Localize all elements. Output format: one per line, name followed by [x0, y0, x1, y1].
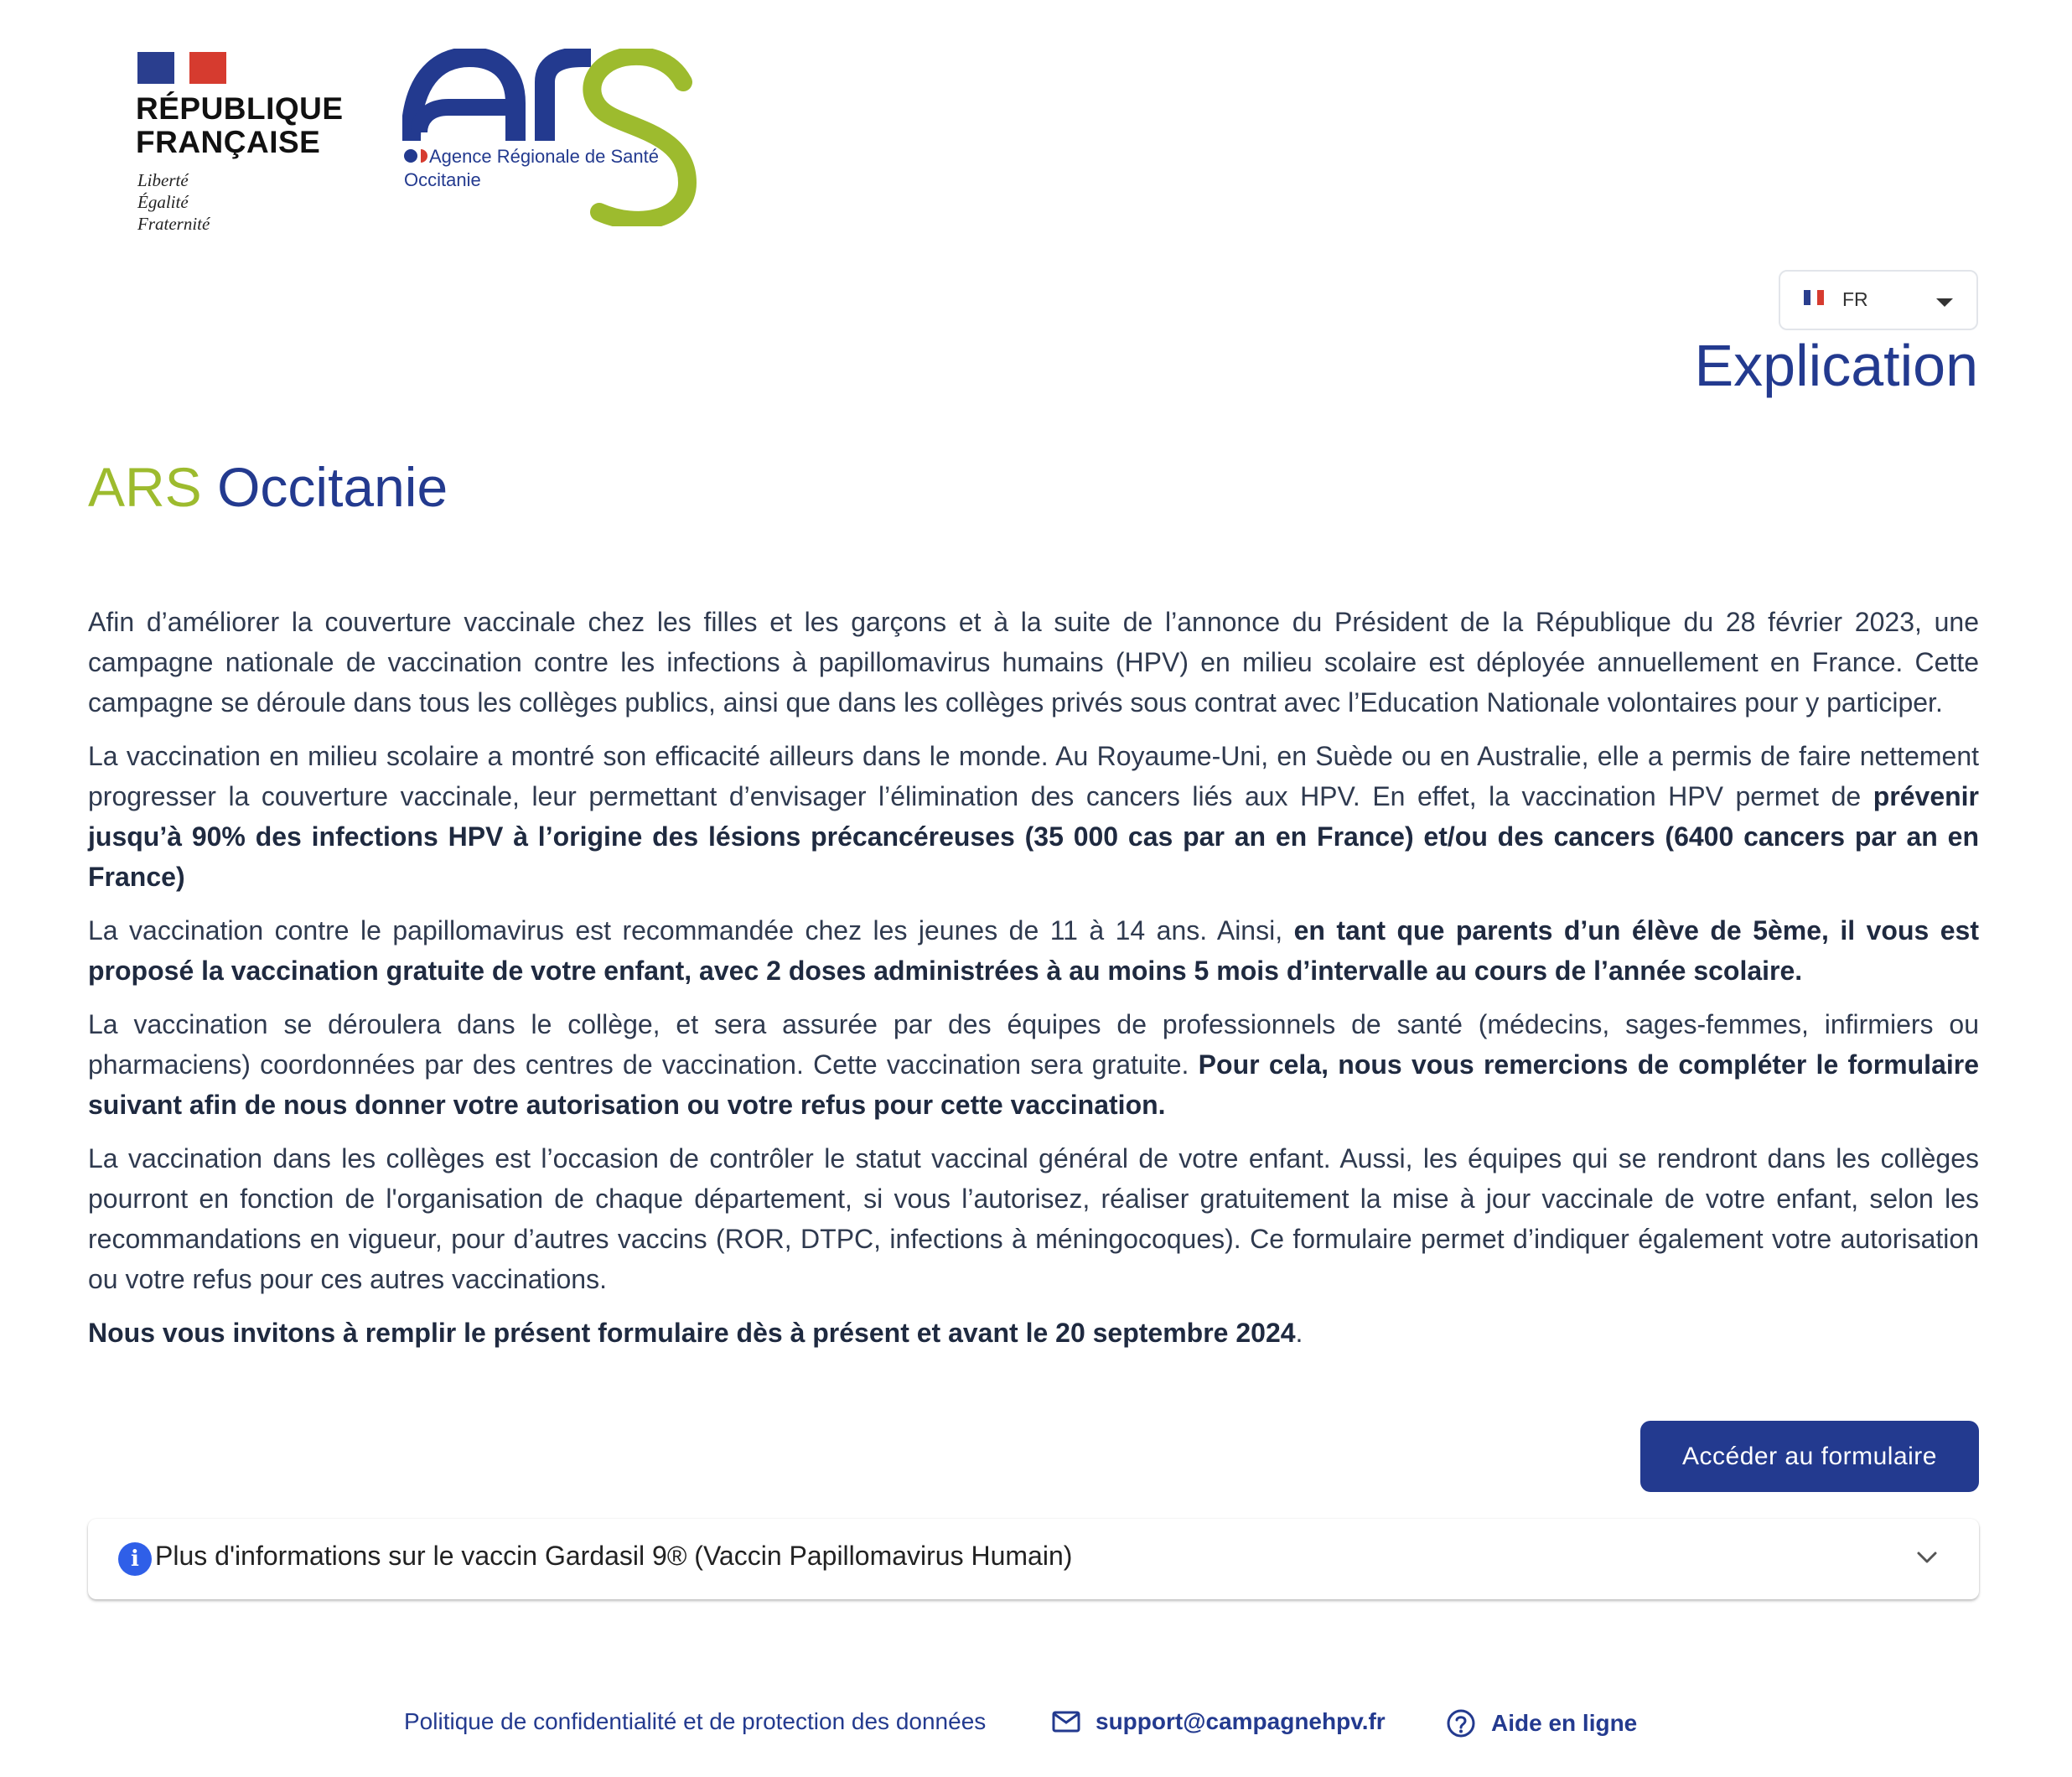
paragraph-efficacy [88, 736, 1979, 897]
republique-title-line2: FRANÇAISE [136, 125, 321, 159]
paragraph-campaign-text: Afin d’améliorer la couverture vaccinale chez les filles et les garçons et à la suite de l’annonce du Président de la République du 28 février 2023, une campagne nationale de vaccination contre les infections à papillomavirus humains (HPV) en milieu scolaire est déployée annuellement en France. Cette campagne se déroule dans tous les collèges publics, ainsi que dans les collèges privés sous contrat avec l’Education Nationale volontaires pour y participer. [88, 607, 1979, 718]
republique-francaise-logo [134, 49, 352, 241]
paragraph-organisation-emphasis: Pour cela, nous vous remercions de compléter le formulaire suivant afin de nous donner votre autorisation ou votre refus pour cette vaccination. [88, 1049, 1980, 1120]
paragraph-recommendation-emphasis: en tant que parents d’un élève de 5ème, il vous est proposé la vaccination gratuite de votre enfant, avec 2 doses administrées à au moins 5 mois d’intervalle au cours de l’année scolaire. [88, 915, 1980, 986]
paragraph-other-vaccines [88, 1138, 1979, 1299]
accordion-label: Plus d'informations sur le vaccin Gardasil 9® (Vaccin Papillomavirus Humain) [155, 1541, 1073, 1571]
ars-occitanie-logo [402, 49, 704, 226]
header-logos [134, 49, 721, 241]
caret-down-icon [1936, 298, 1953, 307]
paragraph-recommendation [88, 910, 1979, 991]
paragraph-organisation-text: La vaccination se déroulera dans le collège, et sera assurée par des équipes de professionnels de santé (médecins, sages-femmes, infirmiers ou pharmaciens) coordonnées par des centres de vaccination. Cette vaccination sera gratuite. [88, 1009, 1979, 1080]
support-email-link[interactable] [1052, 1708, 1386, 1735]
republique-title [136, 92, 344, 159]
motto-egalite: Égalité [137, 192, 189, 212]
organisation-title-ars: ARS [88, 456, 202, 518]
footer [0, 1702, 2072, 1743]
mail-icon [1052, 1710, 1080, 1733]
vaccine-info-accordion[interactable] [88, 1519, 1979, 1599]
chevron-down-icon [1914, 1544, 1940, 1571]
organisation-title [88, 451, 448, 523]
motto-fraternite: Fraternité [137, 214, 210, 234]
paragraph-efficacy-emphasis: prévenir jusqu’à 90% des infections HPV à l’origine des lésions précancéreuses (35 000 cas par an en France) et/ou des cancers (6400 cancers par an en France) [88, 781, 1979, 892]
help-icon [1446, 1708, 1476, 1738]
paragraph-deadline [88, 1313, 1979, 1353]
online-help-link[interactable] [1446, 1708, 1637, 1738]
explanation-content [88, 602, 1979, 1366]
paragraph-deadline-period: . [1295, 1318, 1303, 1348]
paragraph-deadline-emphasis: Nous vous invitons à remplir le présent formulaire dès à présent et avant le 20 septembre 2024 [88, 1318, 1296, 1348]
ars-region: Occitanie [404, 169, 481, 190]
france-flag-icon [1804, 290, 1824, 305]
republique-motto [137, 169, 210, 235]
organisation-title-region: Occitanie [217, 456, 448, 518]
language-select[interactable] [1779, 270, 1978, 330]
paragraph-recommendation-text: La vaccination contre le papillomavirus est recommandée chez les jeunes de 11 à 14 ans. Ainsi, [88, 915, 1294, 945]
online-help-label: Aide en ligne [1491, 1710, 1638, 1736]
page-title: Explication [1694, 333, 1978, 398]
ars-subtitle: Agence Régionale de Santé [429, 146, 659, 167]
support-email-label: support@campagnehpv.fr [1096, 1708, 1386, 1734]
privacy-policy-label: Politique de confidentialité et de protection des données [404, 1708, 987, 1734]
motto-liberte: Liberté [137, 170, 189, 190]
paragraph-efficacy-text: La vaccination en milieu scolaire a montré son efficacité ailleurs dans le monde. Au Royaume-Uni, en Suède ou en Australie, elle a permis de faire nettement progresser la couverture vaccinale, leur permettant d’envisager l’élimination des cancers liés aux HPV. En effet, la vaccination HPV permet de [88, 741, 1979, 811]
access-form-button[interactable]: Accéder au formulaire [1640, 1421, 1979, 1492]
info-icon: i [118, 1542, 152, 1576]
paragraph-campaign [88, 602, 1979, 723]
republique-title-line1: RÉPUBLIQUE [136, 91, 344, 126]
paragraph-organisation [88, 1004, 1979, 1125]
paragraph-other-vaccines-text: La vaccination dans les collèges est l’occasion de contrôler le statut vaccinal général de votre enfant. Aussi, les équipes qui se rendront dans les collèges pourront en fonction de l'organisation de chaque département, si vous l’autorisez, réaliser gratuitement la mise à jour vaccinale de votre enfant, selon les recommandations en vigueur, pour d’autres vaccins (ROR, DTPC, infections à méningocoques). Ce formulaire permet d’indiquer également votre autorisation ou votre refus pour ces autres vaccinations. [88, 1143, 1979, 1294]
marianne-flag-icon [137, 52, 226, 84]
language-code: FR [1842, 288, 1868, 310]
privacy-policy-link[interactable] [404, 1708, 986, 1735]
